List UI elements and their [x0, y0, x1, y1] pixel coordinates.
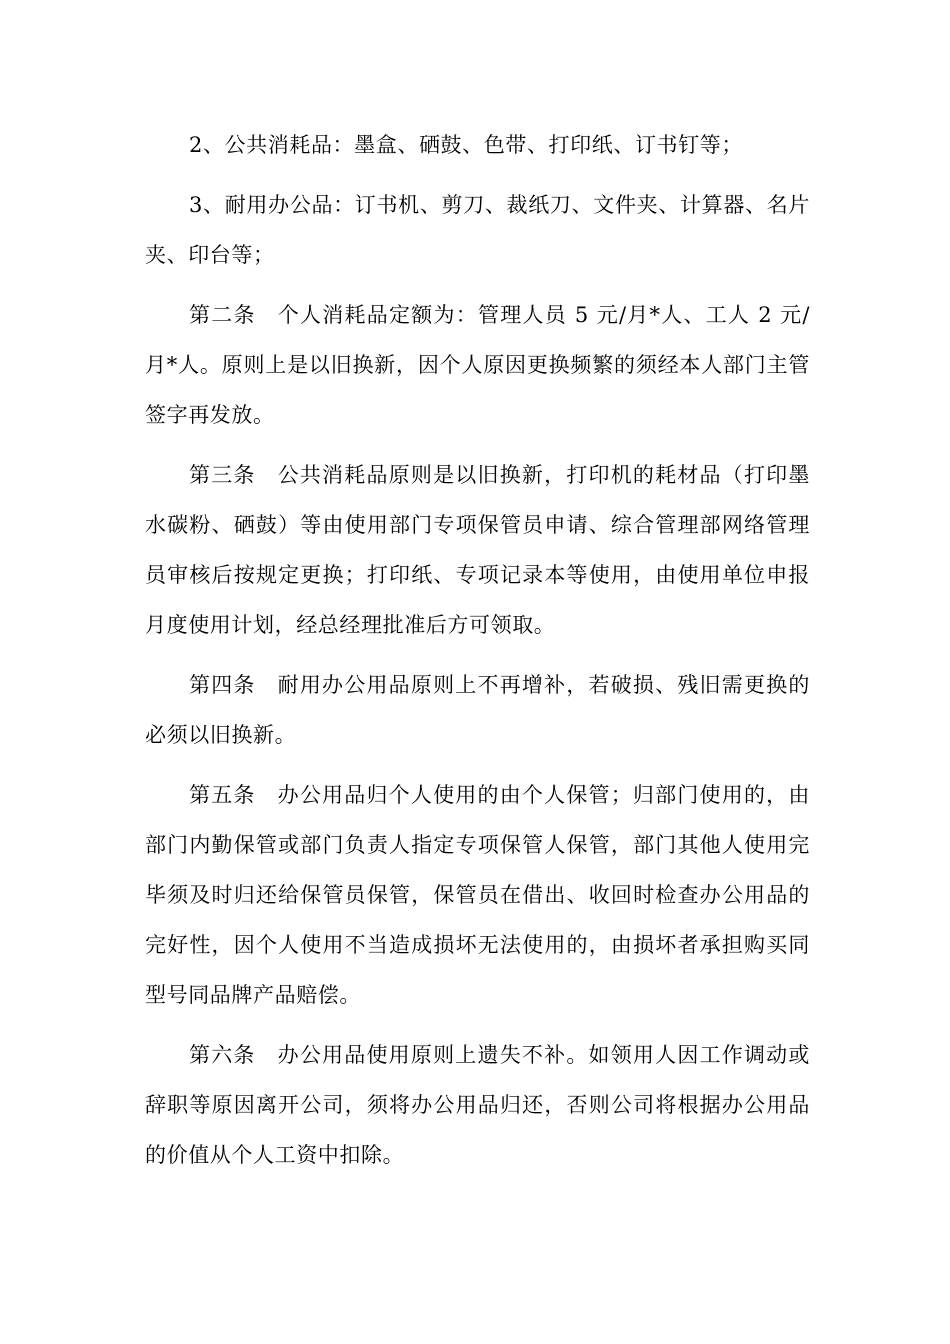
article-text: 办公用品使用原则上遗失不补。如领用人因工作调动或辞职等原因离开公司，须将办公用品归还，否则公司将根据办公用品的价值从个人工资中扣除。: [145, 1043, 810, 1167]
article-heading: 第六条: [189, 1043, 256, 1067]
article-2: [145, 290, 810, 440]
paragraph-text: 3、耐用办公品：订书机、剪刀、裁纸刀、文件夹、计算器、名片夹、印台等；: [145, 193, 810, 267]
document-page: [145, 120, 810, 1190]
paragraph-consumables: [145, 120, 810, 170]
article-heading: 第二条: [189, 303, 256, 327]
article-heading: 第三条: [189, 463, 256, 487]
article-text: 耐用办公用品原则上不再增补，若破损、残旧需更换的必须以旧换新。: [145, 673, 810, 747]
article-text: 公共消耗品原则是以旧换新，打印机的耗材品（打印墨水碳粉、硒鼓）等由使用部门专项保管员申请、综合管理部网络管理员审核后按规定更换；打印纸、专项记录本等使用，由使用单位申报月度使用计划，经总经理批准后方可领取。: [145, 463, 810, 637]
article-5: [145, 770, 810, 1020]
article-3: [145, 450, 810, 650]
paragraph-text: 2、公共消耗品：墨盒、硒鼓、色带、打印纸、订书钉等；: [189, 133, 743, 157]
article-heading: 第五条: [189, 783, 256, 807]
article-6: [145, 1030, 810, 1180]
article-text: 办公用品归个人使用的由个人保管；归部门使用的，由部门内勤保管或部门负责人指定专项保管人保管，部门其他人使用完毕须及时归还给保管员保管，保管员在借出、收回时检查办公用品的完好性，因个人使用不当造成损坏无法使用的，由损坏者承担购买同型号同品牌产品赔偿。: [145, 783, 810, 1007]
article-text: 个人消耗品定额为：管理人员 5 元/月*人、工人 2 元/月*人。原则上是以旧换新，因个人原因更换频繁的须经本人部门主管签字再发放。: [145, 303, 810, 427]
paragraph-durables: [145, 180, 810, 280]
article-4: [145, 660, 810, 760]
article-heading: 第四条: [189, 673, 256, 697]
